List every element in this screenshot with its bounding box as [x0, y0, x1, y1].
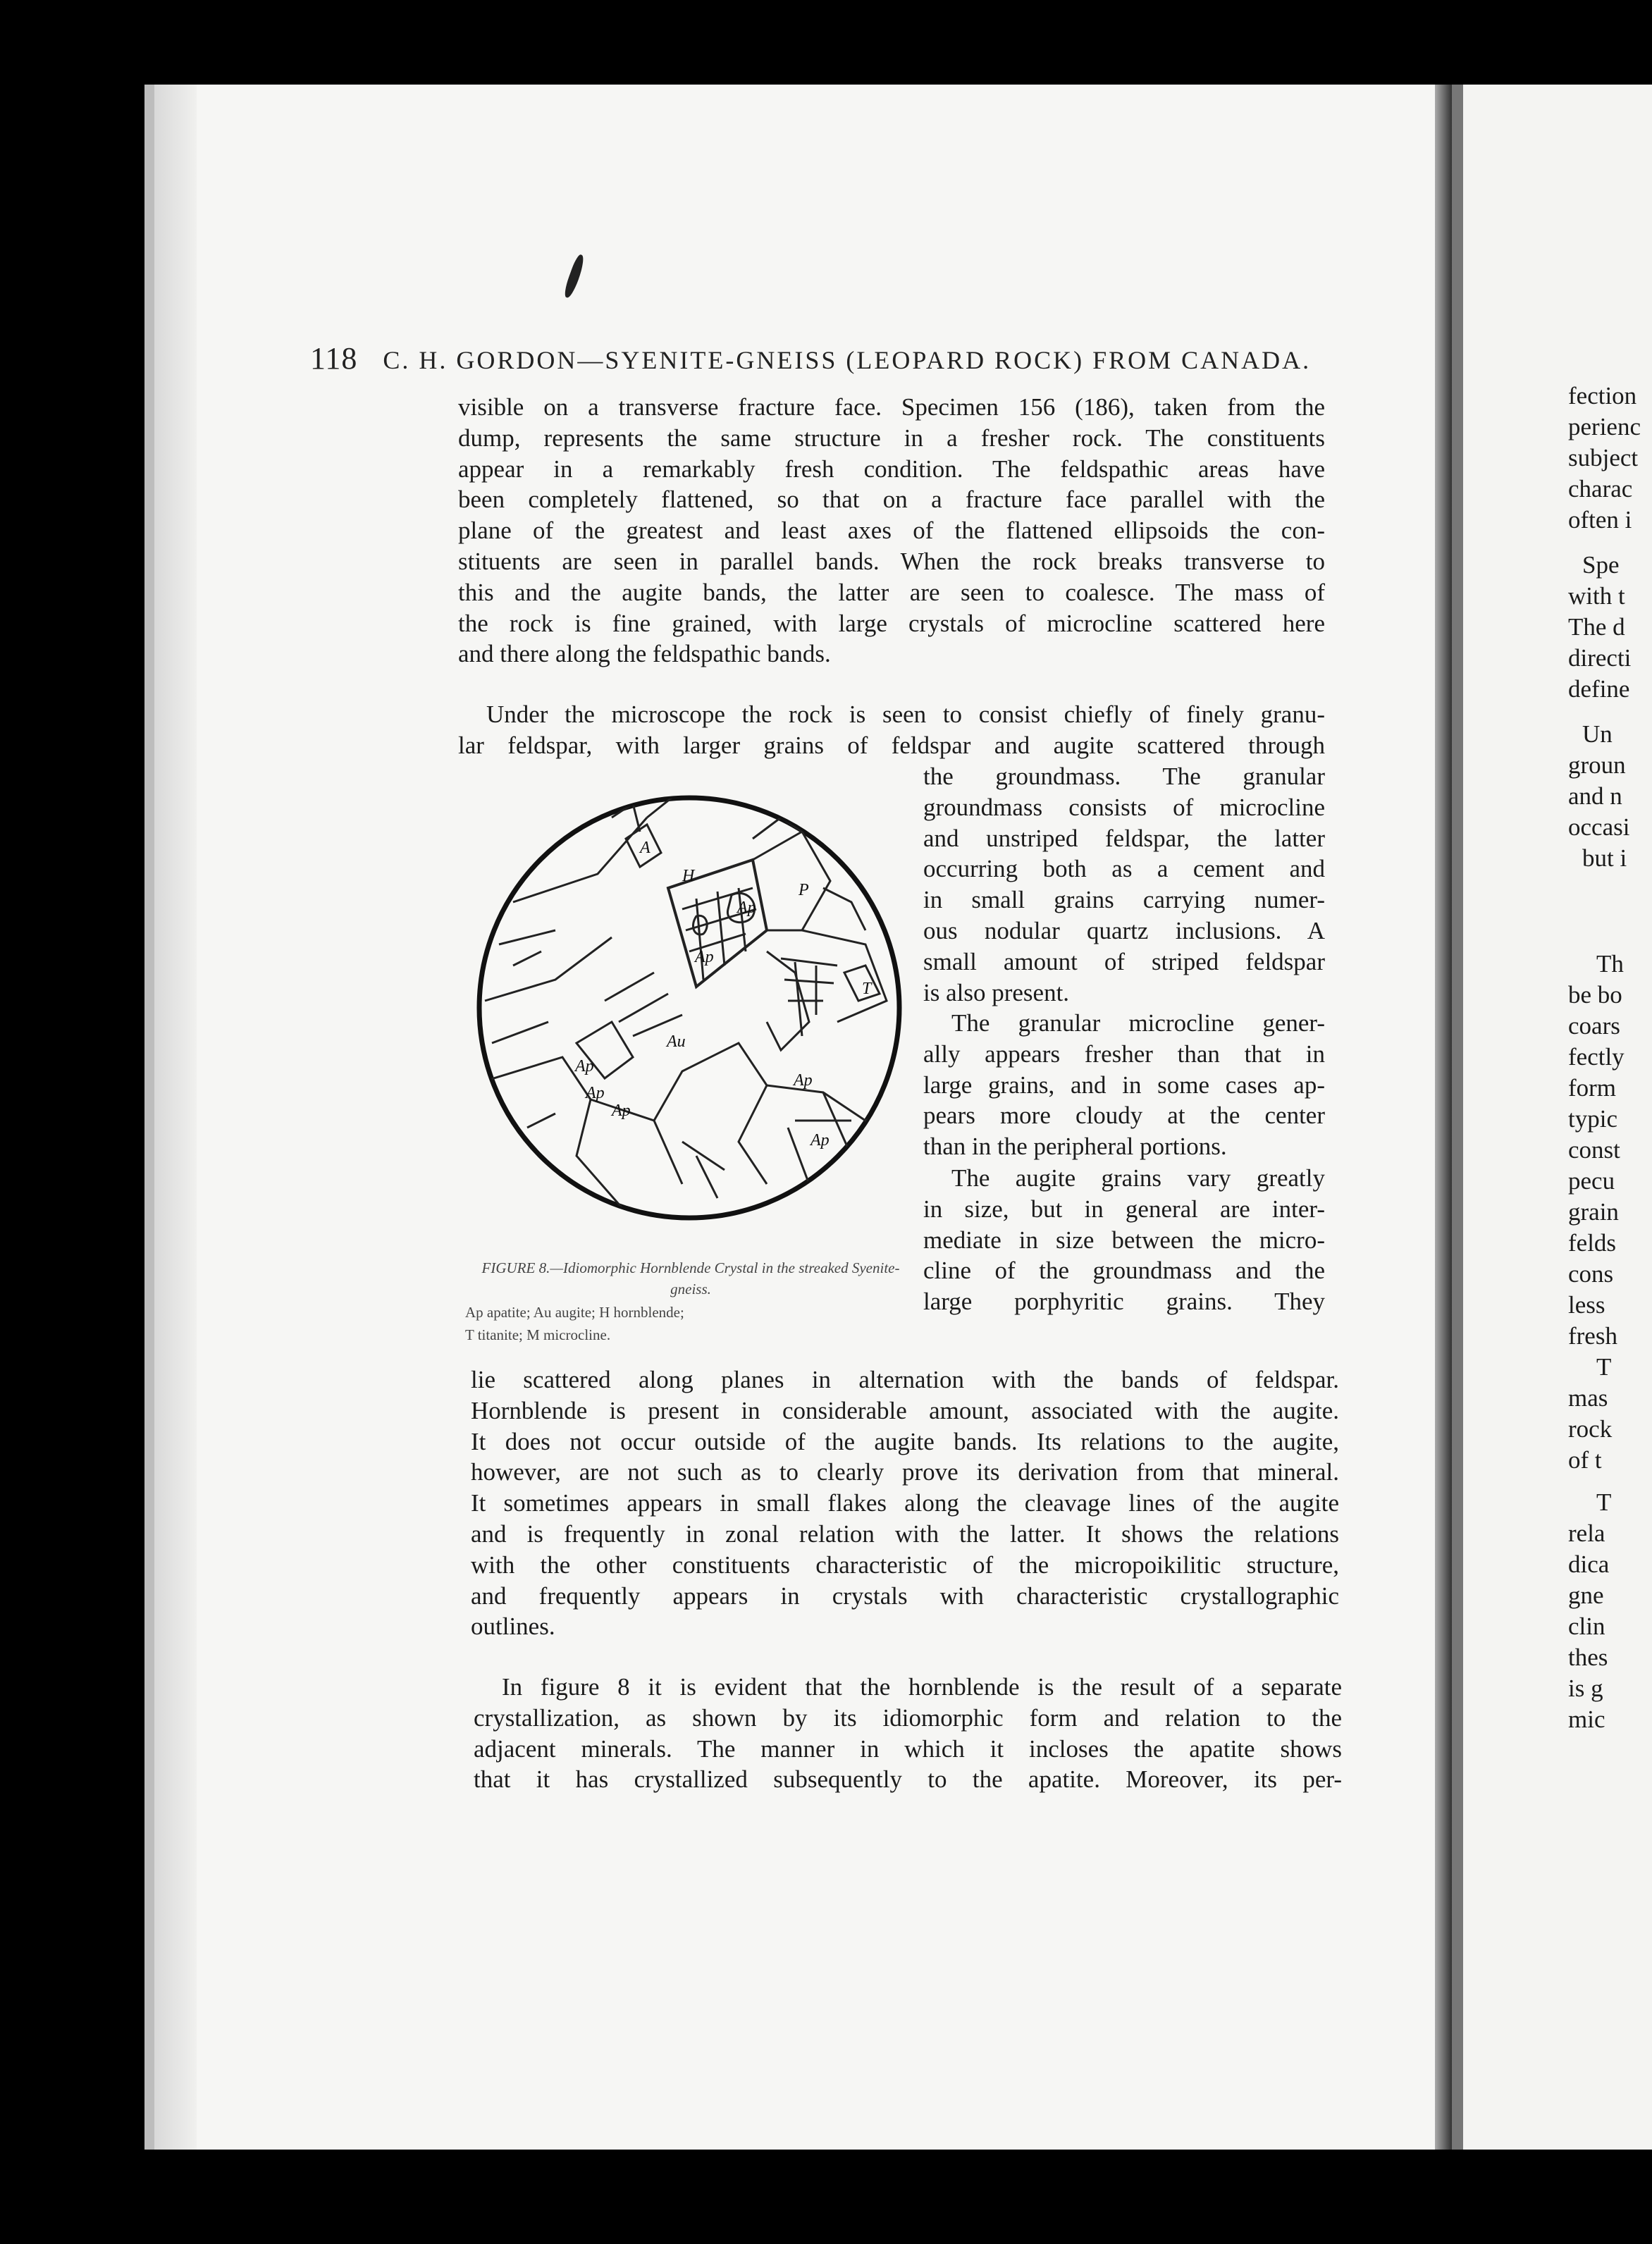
- text-line: dump, represents the same structure in a fresher rock. The constituents: [458, 424, 1325, 452]
- text-line: the groundmass. The granular: [923, 763, 1325, 790]
- text-line: Under the microscope the rock is seen to consist chiefly of finely granu-: [486, 701, 1325, 728]
- text-line: In figure 8 it is evident that the hornblende is the result of a separate: [502, 1673, 1342, 1701]
- fragment: form: [1568, 1074, 1617, 1102]
- text-line: this and the augite bands, the latter are seen to coalesce. The mass of: [458, 578, 1325, 606]
- book-gutter: [1435, 85, 1452, 2150]
- fragment: but i: [1582, 844, 1627, 872]
- text-line: however, are not such as to clearly prove its derivation from that mineral.: [471, 1458, 1339, 1486]
- paragraph-5: [474, 1672, 1342, 1795]
- text-line: It does not occur outside of the augite bands. Its relations to the augite,: [471, 1427, 1339, 1455]
- text-line: that it has crystallized subsequently to the apatite. Moreover, its per-: [474, 1765, 1342, 1794]
- figure-caption: FIGURE 8.—Idiomorphic Hornblende Crystal in the streaked Syenite-gneiss.: [481, 1259, 900, 1297]
- fragment: thes: [1568, 1644, 1608, 1671]
- fragment: clin: [1568, 1613, 1605, 1640]
- fragment: The d: [1568, 613, 1625, 641]
- page-edge-shadow: [154, 85, 197, 2150]
- text-line: appear in a remarkably fresh condition. The feldspathic areas have: [458, 455, 1325, 483]
- fragment: of t: [1568, 1446, 1602, 1474]
- fragment: Spe: [1582, 551, 1620, 579]
- fragment: T: [1596, 1353, 1612, 1381]
- figure-label: Ap: [695, 948, 714, 966]
- text-line: with the other constituents characteristic of the micropoikilitic structure,: [471, 1551, 1339, 1579]
- fragment: often i: [1568, 506, 1632, 534]
- paragraph-4-side: [923, 1163, 1325, 1317]
- paragraph-3-side: [923, 1008, 1325, 1162]
- fragment: pecu: [1568, 1167, 1615, 1195]
- text-line: and there along the feldspathic bands.: [458, 640, 831, 668]
- text-line: groundmass consists of microcline: [923, 793, 1325, 821]
- figure-label: Ap: [737, 899, 756, 917]
- text-line: large porphyritic grains. They: [923, 1288, 1325, 1316]
- fragment: fresh: [1568, 1322, 1617, 1350]
- fragment: subject: [1568, 444, 1639, 471]
- fragment: felds: [1568, 1229, 1617, 1257]
- fragment: gne: [1568, 1582, 1604, 1609]
- paragraph-4-full: [471, 1364, 1339, 1642]
- fragment: rela: [1568, 1519, 1605, 1547]
- figure-label: T: [862, 980, 872, 998]
- figure-legend: [465, 1301, 916, 1346]
- text-line: crystallization, as shown by its idiomorphic form and relation to the: [474, 1703, 1342, 1732]
- fragment: with t: [1568, 582, 1625, 610]
- fragment: rock: [1568, 1415, 1613, 1443]
- text-line: is also present.: [923, 978, 1070, 1006]
- fragment: is g: [1568, 1675, 1603, 1702]
- text-line: Hornblende is present in considerable amount, associated with the augite.: [471, 1396, 1339, 1424]
- fragment: fectly: [1568, 1043, 1625, 1071]
- text-line: cline of the groundmass and the: [923, 1257, 1325, 1285]
- figure-label: Ap: [575, 1057, 594, 1075]
- fragment: and n: [1568, 782, 1622, 810]
- fragment: Th: [1596, 950, 1624, 978]
- fragment: mas: [1568, 1384, 1608, 1412]
- text-line: in small grains carrying numer-: [923, 886, 1325, 914]
- text-line: large grains, and in some cases ap-: [923, 1071, 1325, 1099]
- text-line: the rock is fine grained, with large crystals of microcline scattered here: [458, 609, 1325, 637]
- figure-label: A: [640, 839, 651, 857]
- text-line: visible on a transverse fracture face. Specimen 156 (186), taken from the: [458, 393, 1325, 421]
- legend-line: Ap apatite; Au augite; H hornblende;: [465, 1304, 684, 1321]
- running-header: [310, 340, 1325, 383]
- fragment: be bo: [1568, 981, 1622, 1009]
- page-number: 118: [310, 341, 358, 376]
- fragment: less: [1568, 1291, 1605, 1319]
- fragment: define: [1568, 675, 1630, 703]
- figure-label: H: [682, 867, 695, 885]
- fragment: T: [1596, 1488, 1612, 1516]
- text-line: The augite grains vary greatly: [951, 1164, 1325, 1192]
- fragment: cons: [1568, 1260, 1614, 1288]
- text-line: stituents are seen in parallel bands. When the rock breaks transverse to: [458, 547, 1325, 575]
- text-line: ous nodular quartz inclusions. A: [923, 916, 1325, 944]
- text-line: and unstriped feldspar, the latter: [923, 824, 1325, 852]
- fragment: dica: [1568, 1551, 1610, 1578]
- paragraph-1: [458, 392, 1325, 670]
- text-line: and frequently appears in crystals with characteristic crystallographic: [471, 1582, 1339, 1610]
- fragment: mic: [1568, 1706, 1605, 1733]
- paragraph-2-top: [458, 699, 1325, 761]
- figure-label: Ap: [810, 1131, 830, 1149]
- paragraph-2-side: [923, 761, 1325, 1008]
- text-line: ally appears fresher than that in: [923, 1040, 1325, 1068]
- fragment: const: [1568, 1136, 1620, 1164]
- fragment: grain: [1568, 1198, 1619, 1226]
- text-line: adjacent minerals. The manner in which it incloses the apatite shows: [474, 1734, 1342, 1763]
- text-line: The granular microcline gener-: [951, 1009, 1325, 1037]
- fragment: Un: [1582, 720, 1613, 748]
- text-line: It sometimes appears in small flakes along the cleavage lines of the augite: [471, 1489, 1339, 1517]
- fragment: typic: [1568, 1105, 1617, 1133]
- figure-label: P: [799, 881, 809, 899]
- fragment: coars: [1568, 1012, 1620, 1040]
- fragment: fection: [1568, 382, 1637, 409]
- text-line: mediate in size between the micro-: [923, 1226, 1325, 1254]
- fragment: occasi: [1568, 813, 1630, 841]
- fragment: charac: [1568, 475, 1633, 503]
- text-line: occurring both as a cement and: [923, 855, 1325, 883]
- text-line: and is frequently in zonal relation with the latter. It shows the relations: [471, 1519, 1339, 1548]
- text-line: than in the peripheral portions.: [923, 1133, 1227, 1161]
- figure-8-micrograph: [471, 789, 908, 1226]
- text-line: plane of the greatest and least axes of the flattened ellipsoids the con-: [458, 517, 1325, 545]
- text-line: outlines.: [471, 1613, 555, 1641]
- text-line: lar feldspar, with larger grains of feldspar and augite scattered through: [458, 731, 1325, 759]
- fragment: perienc: [1568, 413, 1641, 440]
- text-line: lie scattered along planes in alternation with the bands of feldspar.: [471, 1366, 1339, 1393]
- text-line: pears more cloudy at the center: [923, 1102, 1325, 1130]
- text-line: small amount of striped feldspar: [923, 947, 1325, 975]
- running-title: C. H. GORDON—SYENITE-GNEISS (LEOPARD ROCK) FROM CANADA.: [383, 346, 1312, 374]
- legend-line: T titanite; M microcline.: [465, 1326, 611, 1343]
- fragment: groun: [1568, 751, 1626, 779]
- figure-label: Ap: [794, 1071, 813, 1090]
- figure-label: Ap: [586, 1084, 605, 1102]
- figure-label: Ap: [612, 1102, 631, 1120]
- fragment: directi: [1568, 644, 1632, 672]
- text-line: in size, but in general are inter-: [923, 1195, 1325, 1223]
- text-line: been completely flattened, so that on a fracture face parallel with the: [458, 486, 1325, 514]
- figure-label: Au: [667, 1032, 686, 1051]
